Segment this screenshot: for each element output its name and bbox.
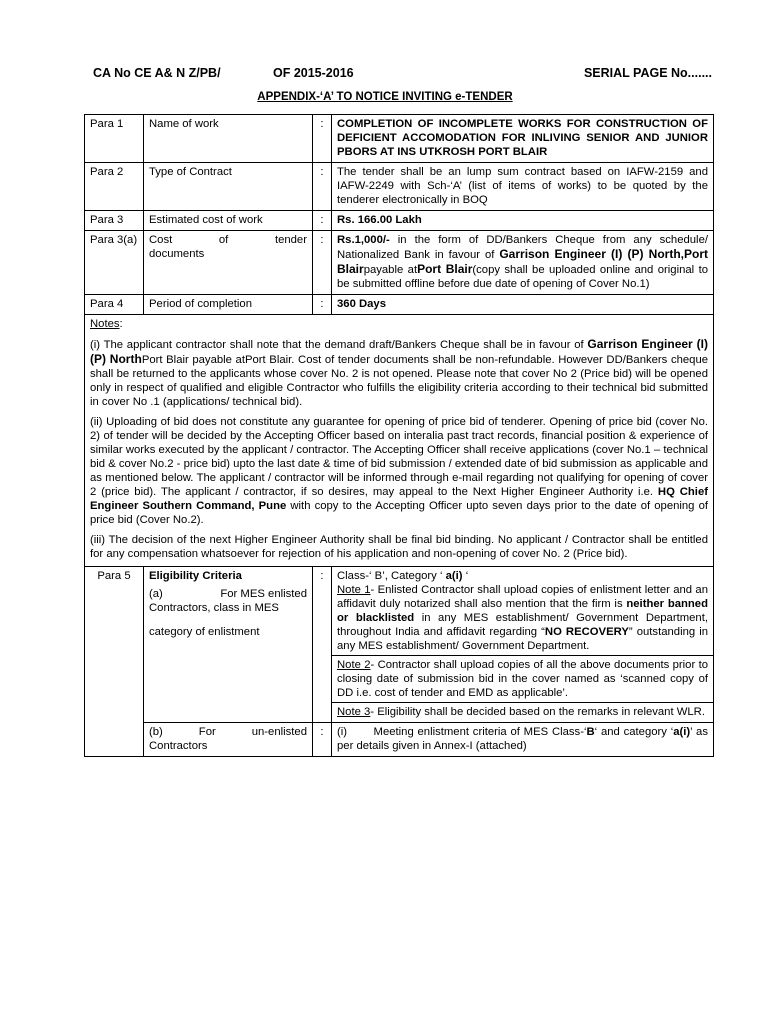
- row-label: Name of work: [144, 115, 313, 163]
- notes-row: [85, 315, 714, 567]
- label-word: For MES enlisted: [220, 588, 307, 600]
- row-colon: :: [313, 211, 332, 231]
- label-word: documents: [149, 248, 205, 260]
- row-label: [144, 567, 313, 723]
- para-number: Para 3(a): [85, 231, 144, 295]
- label-word: category of enlistment: [149, 626, 260, 638]
- label-word: tender: [274, 234, 307, 246]
- note-label: Note 2: [337, 659, 371, 671]
- note-label: Note 3: [337, 706, 371, 718]
- note-3: (iii) The decision of the next Higher Engineer Authority shall be final bid binding. No applicant / Contractor shall be entitled for any compensation whatsoever for rejection of his application and non-opening of cover No. 2 (Price bid).: [90, 534, 708, 560]
- notes-heading: Notes: [90, 318, 120, 330]
- tender-cost-value: [332, 231, 714, 295]
- row-colon: :: [313, 163, 332, 211]
- text-run: (i) The applicant contractor shall note that the demand draft/Bankers Cheque shall be in favour of: [90, 339, 588, 351]
- text-run: neither banned or blacklisted: [337, 598, 708, 624]
- text-run: - Enlisted Contractor shall upload copies of enlistment letter and an affidavit duly notarized shall also mention that the firm is: [337, 584, 708, 610]
- table-row: [85, 295, 714, 315]
- tender-fee: Rs.1,000/-: [337, 234, 390, 246]
- text-run: payable at: [363, 264, 418, 276]
- row-label: Estimated cost of work: [144, 211, 313, 231]
- table-row: [85, 723, 714, 757]
- text-run: - Contractor shall upload copies of all the above documents prior to closing date of submission bid in the cover named as ‘scanned copy of DD i.e. cost of tender and EMD as applicable’.: [337, 659, 708, 699]
- appeal-authority: HQ Chief Engineer Southern Command, Pune: [90, 486, 708, 512]
- row-colon: :: [313, 567, 332, 723]
- note-3: [332, 702, 713, 719]
- notes-colon: :: [119, 318, 123, 330]
- ca-number: CA No CE A& N Z/PB/: [93, 66, 221, 80]
- category-code: a(i): [673, 726, 691, 738]
- appendix-title: APPENDIX-‘A’ TO NOTICE INVITING e-TENDER: [257, 91, 513, 103]
- para-number: Para 5: [85, 567, 144, 757]
- text-run: (copy shall be uploaded online and original to be submitted offline before due date of opening of Cover No.1): [337, 264, 708, 290]
- label-word: Cost: [149, 234, 173, 246]
- unenlisted-criteria-value: [332, 723, 714, 757]
- para-number: Para 1: [85, 115, 144, 163]
- payee-name: Garrison Engineer (I) (P) North,Port Blair: [337, 247, 708, 276]
- serial-page-number: SERIAL PAGE No.......: [583, 66, 712, 80]
- note-1: [90, 337, 708, 409]
- table-row: [85, 163, 714, 211]
- label-word: un-enlisted: [251, 726, 307, 738]
- contract-type-value: The tender shall be an lump sum contract based on IAFW-2159 and IAFW-2249 with Sch-‘A’ (list of items of works) to be quoted by the tenderer electronically in BOQ: [332, 163, 714, 211]
- row-label: [144, 723, 313, 757]
- table-row: [85, 231, 714, 295]
- tender-details-table: [84, 114, 714, 757]
- para-number: Para 4: [85, 295, 144, 315]
- class-code: B: [586, 726, 595, 738]
- completion-period-value: 360 Days: [332, 295, 714, 315]
- category-code: a(i): [445, 570, 463, 582]
- text-run: (ii) Uploading of bid does not constitute any guarantee for opening of price bid of tenderer. Opening of price bid (cover No. 2) of tender will be decided by the Accepting Officer based on interalia past tract records, financial position & experience of similar works executed by the applicant / contractor. The Accepting Officer shall receive applications (cover No.1 – technical bid & cover No.2 - price bid) upto the last date & time of bid submission / extended date of bid submission as applicable and as mentioned below. The applicant / contractor will be informed through e-mail regarding not qualifying for opening of cover 2 (price bid). The applicant / contractor, if so desires, may appeal to the Next Higher Engineer Authority i.e.: [90, 416, 708, 498]
- text-run: Port Blair payable atPort Blair. Cost of tender documents shall be non-refundable. However DD/Bankers cheque shall be returned to the applicants whose cover No. 2 is not opened. Please note that cover No 2 (Price bid) will be opened only in respect of qualified and eligible Contractor who fulfills the eligibility criteria according to their technical bid submitted in cover No .1 (applications/ technical bid).: [90, 354, 709, 408]
- text-run: ‘ and category ‘: [594, 726, 674, 738]
- label-word: For: [198, 726, 216, 738]
- payee-name: Garrison Engineer (I) (P) North: [90, 337, 708, 366]
- table-row: [85, 567, 714, 723]
- table-row: [85, 115, 714, 163]
- row-colon: :: [313, 231, 332, 295]
- text-run: in any MES establishment/ Government Department, throughout India and affidavit regarding “: [337, 612, 708, 638]
- text-run: in the form of DD/Bankers Cheque from any schedule/ Nationalized Bank in favour of: [337, 234, 708, 261]
- row-colon: :: [313, 115, 332, 163]
- notes-section: [85, 315, 714, 567]
- eligibility-class-value: [332, 567, 714, 723]
- row-colon: :: [313, 723, 332, 757]
- text-run: ‘: [462, 570, 469, 582]
- text-run: NO RECOVERY: [544, 626, 629, 638]
- financial-year: OF 2015-2016: [273, 66, 354, 80]
- document-header: [93, 66, 712, 84]
- text-run: with copy to the Accepting Officer upto seven days prior to the date of opening of price bid (Cover No.2).: [90, 500, 709, 526]
- note-label: Note 1: [337, 584, 371, 596]
- row-label: [144, 231, 313, 295]
- para-number: Para 2: [85, 163, 144, 211]
- eligibility-title: Eligibility Criteria: [149, 570, 242, 582]
- label-word: of: [218, 234, 229, 246]
- row-colon: :: [313, 295, 332, 315]
- payable-location: Port Blair: [417, 262, 473, 276]
- row-label: Period of completion: [144, 295, 313, 315]
- text-run: - Eligibility shall be decided based on the remarks in relevant WLR.: [370, 706, 705, 718]
- text-run: ’ as per details given in Annex-I (attached): [337, 726, 708, 752]
- name-of-work-value: COMPLETION OF INCOMPLETE WORKS FOR CONSTRUCTION OF DEFICIENT ACCOMODATION FOR INLIVING SENIOR AND JUNIOR PBORS AT INS UTKROSH PORT BLAIR: [332, 115, 714, 163]
- text-run: ” outstanding in any MES establishment/ Government Department.: [337, 626, 709, 652]
- label-word: Contractors: [149, 740, 208, 752]
- text-run: (i) Meeting enlistment criteria of MES Class-‘: [337, 726, 587, 738]
- text-run: Class-‘ B’, Category ‘: [337, 570, 446, 582]
- table-row: [85, 211, 714, 231]
- estimated-cost-value: Rs. 166.00 Lakh: [332, 211, 714, 231]
- note-2: [90, 415, 708, 527]
- para-number: Para 3: [85, 211, 144, 231]
- label-word: (b): [149, 726, 163, 738]
- note-1: [337, 583, 708, 653]
- label-word: Contractors, class in MES: [149, 602, 279, 614]
- row-label: Type of Contract: [144, 163, 313, 211]
- label-word: (a): [149, 588, 163, 600]
- note-2: [332, 655, 713, 700]
